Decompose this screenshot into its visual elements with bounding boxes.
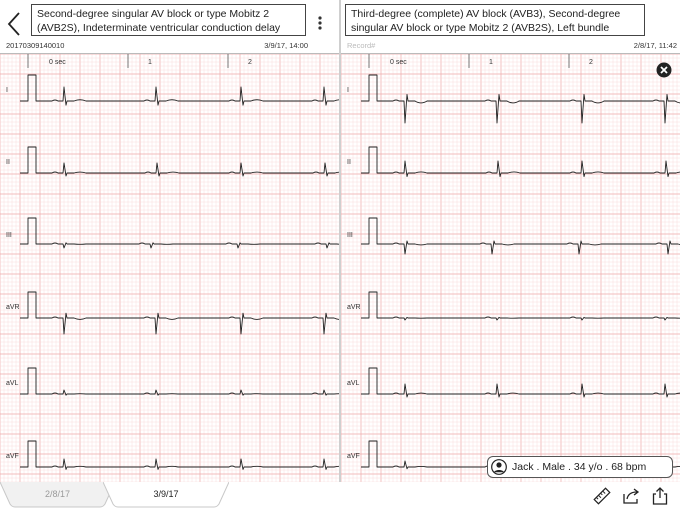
- ecg-grid: [0, 53, 339, 482]
- tab-label: 3/9/17: [153, 489, 179, 499]
- more-options-button[interactable]: [308, 12, 332, 36]
- lead-label: aVL: [6, 380, 19, 387]
- diagnosis-line: singular AV block or type Mobitz 2 (AVB2S), Left bundle: [351, 22, 610, 34]
- back-button[interactable]: [4, 10, 24, 38]
- time-mark: 0 sec: [390, 59, 407, 66]
- lead-label: I: [347, 87, 349, 94]
- ecg-grid: [341, 53, 680, 482]
- measure-button[interactable]: [592, 486, 612, 506]
- diagnosis-text: [31, 4, 306, 36]
- more-vertical-icon: [308, 12, 332, 36]
- back-icon: [4, 10, 24, 38]
- time-mark: 2: [248, 59, 252, 66]
- close-overlay-button[interactable]: [656, 62, 672, 78]
- lead-label: aVF: [347, 453, 360, 460]
- time-mark: 0 sec: [49, 59, 66, 66]
- ecg-panel-left: [0, 0, 339, 482]
- patient-info-badge[interactable]: [487, 456, 673, 478]
- tab-record-2-8-17[interactable]: [0, 482, 115, 508]
- export-button[interactable]: [650, 486, 670, 506]
- record-meta: [6, 40, 308, 52]
- lead-label: aVR: [6, 304, 20, 311]
- diagnosis-line: Third-degree (complete) AV block (AVB3), Second-degree: [351, 8, 621, 20]
- time-mark: 1: [489, 59, 493, 66]
- lead-label: aVF: [6, 453, 19, 460]
- lead-label: III: [347, 232, 353, 239]
- time-mark: 2: [589, 59, 593, 66]
- person-circle-icon: [491, 459, 507, 475]
- diagnosis-line: Second-degree singular AV block or type Mobitz 2: [37, 8, 270, 20]
- record-id-placeholder: Record#: [347, 41, 376, 50]
- record-meta: [347, 40, 677, 52]
- close-circle-icon: [656, 62, 672, 78]
- ecg-trace-canvas: [341, 54, 680, 482]
- ecg-panel-right: [341, 0, 680, 482]
- diagnosis-text: [345, 4, 645, 36]
- ruler-icon: [592, 486, 612, 506]
- record-id: 20170309140010: [6, 41, 65, 50]
- lead-label: I: [6, 87, 8, 94]
- record-timestamp: 3/9/17, 14:00: [264, 41, 308, 50]
- bottom-bar: [0, 482, 680, 510]
- share-arrow-icon: [621, 486, 641, 506]
- diagnosis-line: (AVB2S), Indeterminate ventricular conduction delay: [37, 22, 281, 34]
- record-timestamp: 2/8/17, 11:42: [633, 41, 677, 50]
- tab-record-3-9-17[interactable]: [103, 482, 229, 508]
- lead-label: aVR: [347, 304, 361, 311]
- time-mark: 1: [148, 59, 152, 66]
- export-icon: [650, 486, 670, 506]
- lead-label: aVL: [347, 380, 360, 387]
- patient-summary: Jack . Male . 34 y/o . 68 bpm: [512, 461, 647, 473]
- lead-label: II: [347, 159, 351, 166]
- tab-label: 2/8/17: [44, 489, 71, 499]
- forward-button[interactable]: [621, 486, 641, 506]
- lead-label: II: [6, 159, 10, 166]
- lead-label: III: [6, 232, 12, 239]
- ecg-trace-canvas: [0, 54, 339, 482]
